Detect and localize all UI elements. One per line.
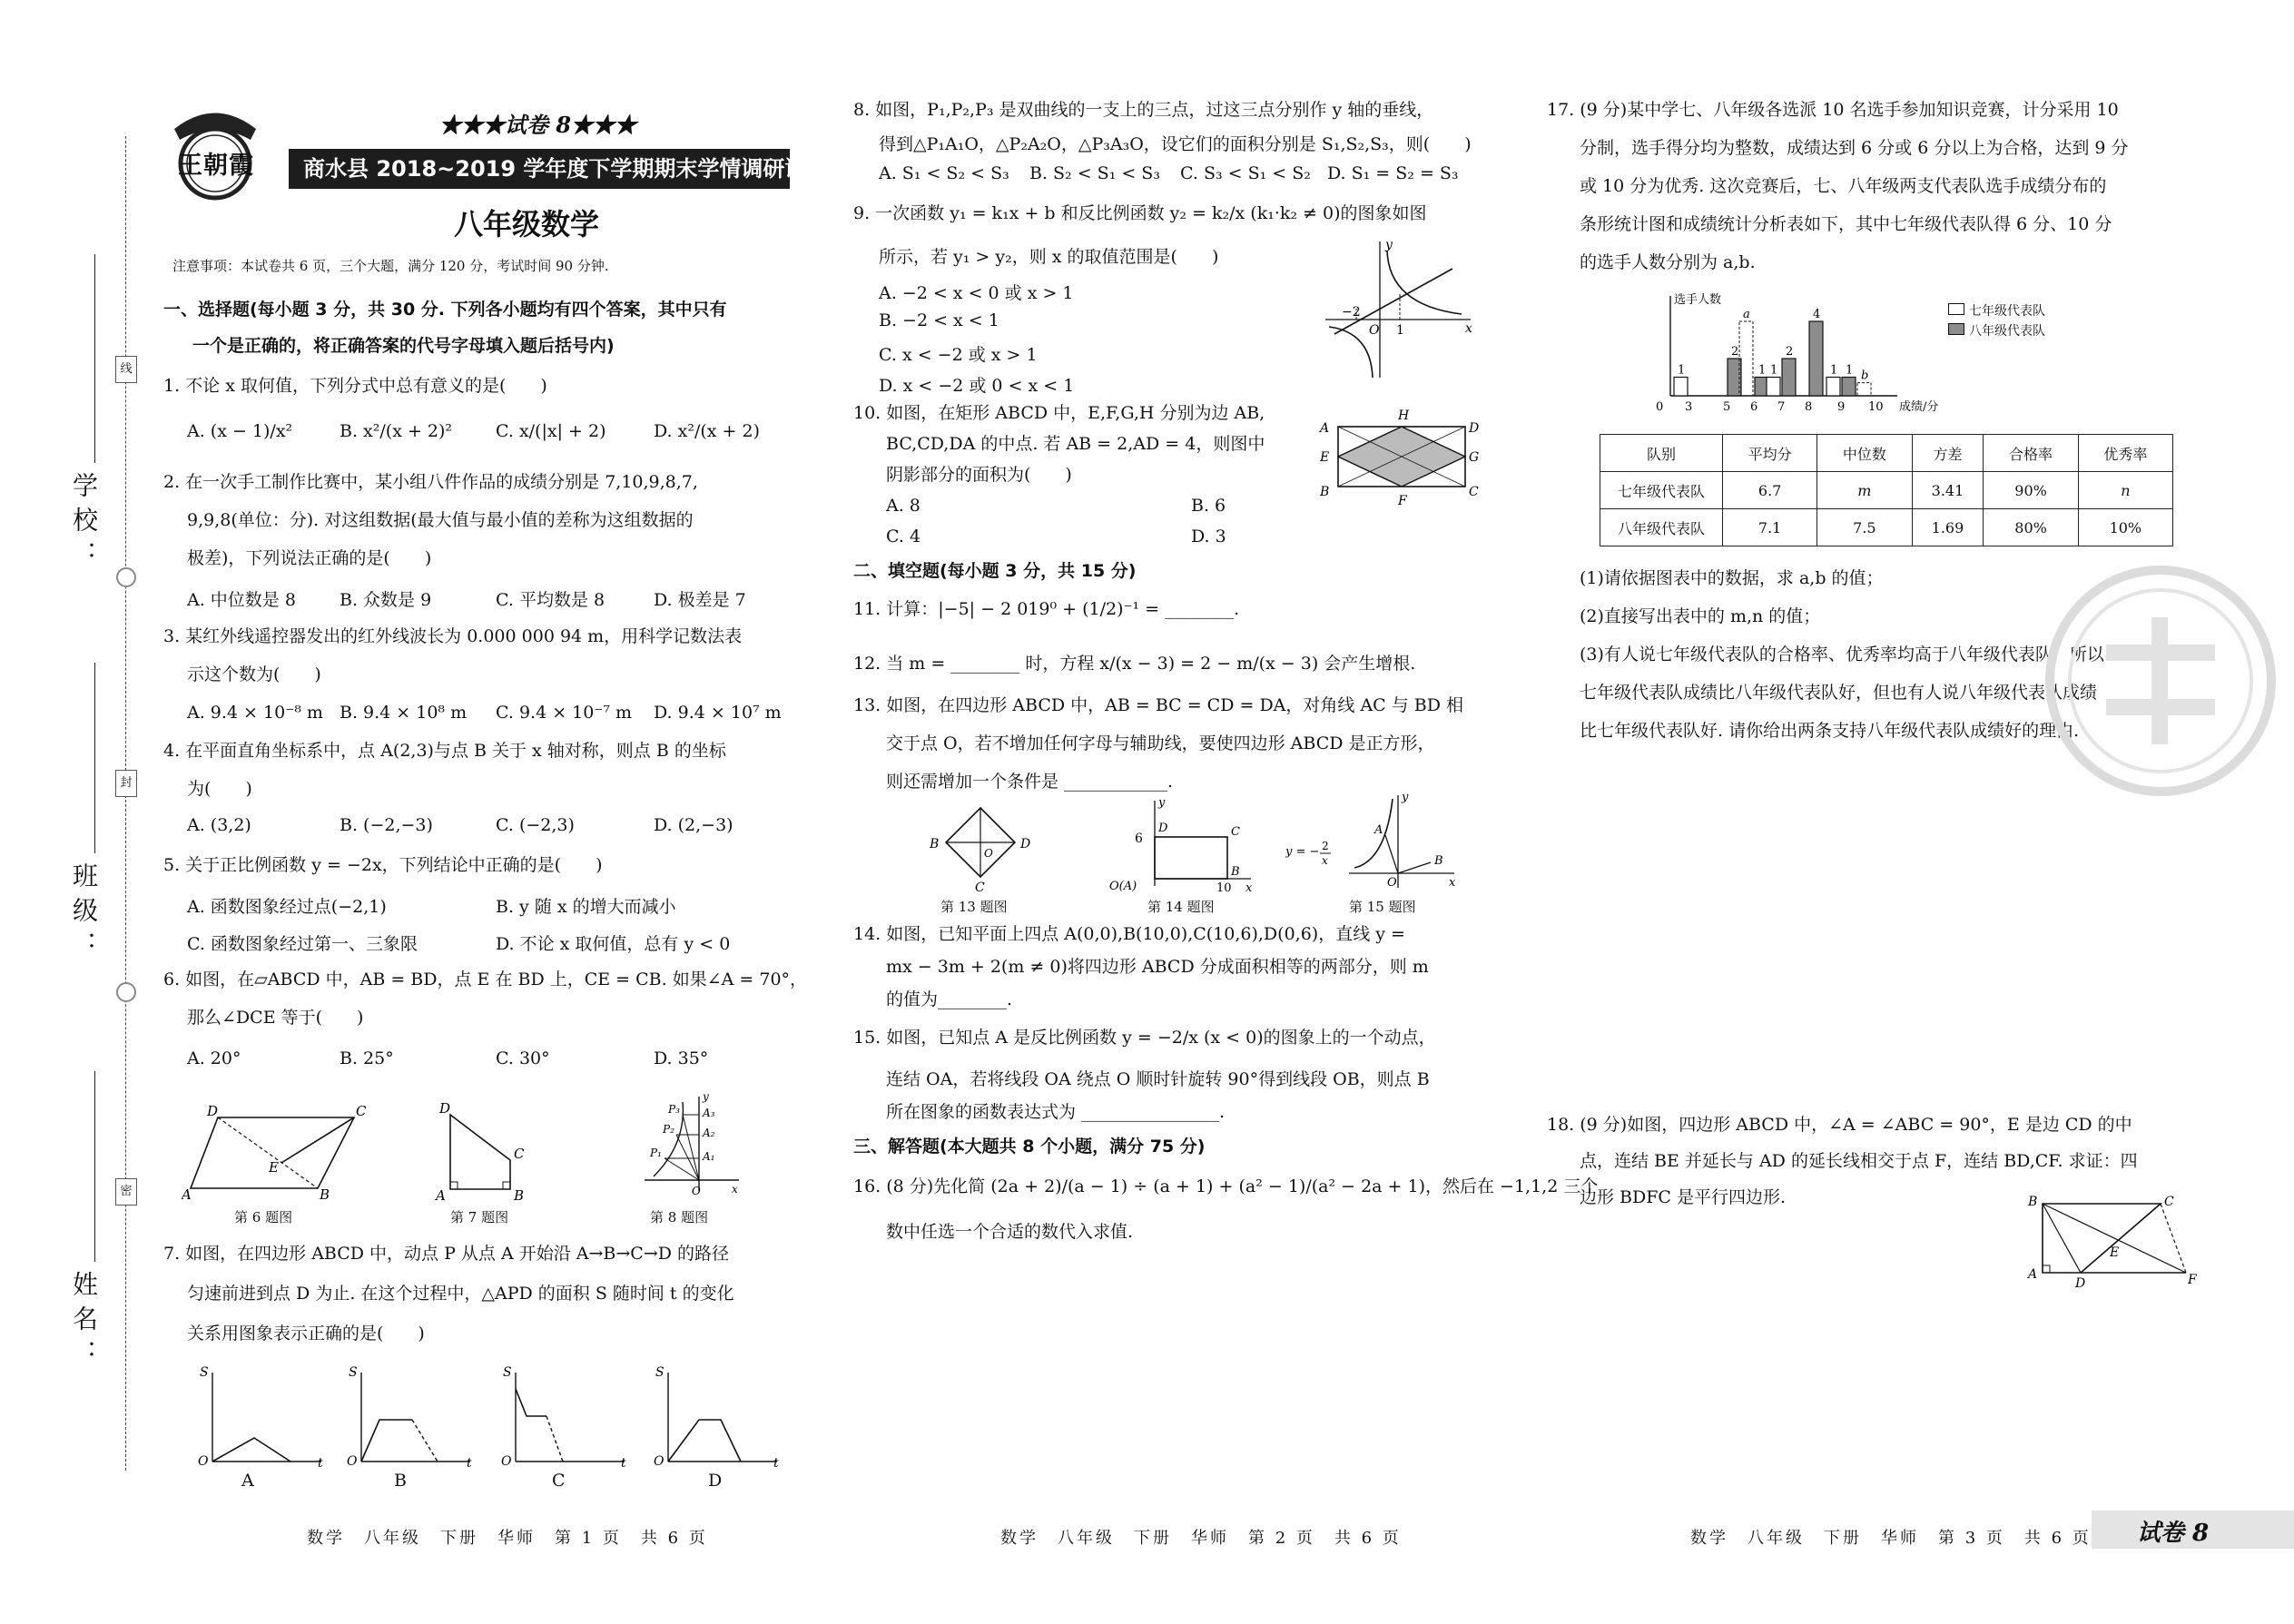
figure-13	[924, 801, 1042, 899]
q3-line2: 示这个数为( )	[187, 664, 321, 684]
q15-line2: 连结 OA，若将线段 OA 绕点 O 顺时针旋转 90°得到线段 OB，则点 B	[886, 1069, 1430, 1089]
q13-line3: 则还需增加一个条件是 ____________.	[886, 772, 1174, 792]
q17-part5: 比七年级代表队好. 请你给出两条支持八年级代表队成绩好的理由.	[1580, 721, 2080, 741]
name-label: 姓名：	[69, 1271, 99, 1374]
figure-7	[432, 1098, 541, 1204]
svg-text:y = −: y = −	[1285, 845, 1320, 859]
q6-line2: 那么∠DCE 等于( )	[187, 1008, 364, 1028]
chart-x-axis-label: 成绩/分	[1899, 400, 1939, 414]
figure-8	[626, 1089, 744, 1206]
school-underline[interactable]	[94, 254, 95, 463]
q7-line1: 7. 如图，在四边形 ABCD 中，动点 P 从点 A 开始沿 A→B→C→D 的路径	[163, 1244, 730, 1264]
q5-option-a[interactable]: A. 函数图象经过点(−2,1)	[187, 897, 387, 917]
svg-text:E: E	[1320, 450, 1330, 465]
svg-text:B: B	[1320, 485, 1330, 499]
q2-option-c[interactable]: C. 平均数是 8	[496, 590, 605, 610]
svg-text:t: t	[467, 1456, 472, 1471]
svg-text:F: F	[1398, 494, 1407, 508]
svg-text:S: S	[503, 1365, 512, 1380]
legend-swatch-grade8	[1948, 323, 1964, 335]
table-header-cell: 优秀率	[2078, 435, 2172, 472]
binding-tag-feng: 封	[115, 770, 137, 797]
q6-option-b[interactable]: B. 25°	[340, 1048, 394, 1068]
q2-line3: 极差)，下列说法正确的是( )	[187, 548, 432, 568]
figure-9	[1316, 232, 1480, 387]
stats-table	[1600, 434, 2173, 546]
q17-part1: (1)请依据图表中的数据，求 a,b 的值；	[1580, 568, 1884, 588]
footer-page-2: 数学 八年级 下册 华师 第 2 页 共 6 页	[1000, 1529, 1402, 1548]
q3-option-d[interactable]: D. 9.4 × 10⁷ m	[654, 703, 782, 723]
table-cell: 七年级代表队	[1600, 472, 1723, 509]
table-header-cell: 合格率	[1984, 435, 2078, 472]
svg-text:E: E	[2110, 1245, 2120, 1260]
q4-line2: 为( )	[187, 779, 252, 799]
q16-line2: 数中任选一个合适的数代入求值.	[886, 1222, 1134, 1242]
q9-option-c[interactable]: C. x < −2 或 x > 1	[879, 345, 1038, 365]
q4-option-d[interactable]: D. (2,−3)	[654, 815, 733, 835]
chart-bar-unknown-label: b	[1861, 369, 1869, 383]
figure-8-caption: 第 8 题图	[650, 1209, 709, 1225]
binding-tag-mi: 密	[115, 1178, 137, 1206]
section-1-heading-line2: 一个是正确的，将正确答案的代号字母填入题后括号内)	[192, 336, 615, 356]
chart-bar-value-label: 1	[1770, 363, 1778, 378]
svg-text:A: A	[182, 1186, 192, 1203]
chart-bar-grade8	[1809, 321, 1823, 396]
table-cell: n	[2078, 472, 2172, 509]
q9-option-d[interactable]: D. x < −2 或 0 < x < 1	[879, 376, 1075, 396]
exam-notice: 注意事项：本试卷共 6 页，三个大题，满分 120 分，考试时间 90 分钟.	[172, 258, 609, 274]
svg-text:6: 6	[1135, 832, 1143, 846]
q3-line1: 3. 某红外线遥控器发出的红外线波长为 0.000 000 94 m，用科学记数法表	[163, 626, 743, 646]
svg-text:D: D	[1158, 822, 1168, 835]
chart-x-tick-label: 8	[1805, 400, 1813, 414]
svg-text:O: O	[984, 847, 993, 860]
q2-option-d[interactable]: D. 极差是 7	[654, 590, 746, 610]
chart-bar-grade8	[1842, 378, 1856, 397]
svg-text:x: x	[1322, 854, 1328, 867]
q6-option-a[interactable]: A. 20°	[187, 1048, 241, 1068]
table-header-cell: 中位数	[1817, 435, 1912, 472]
chart-bar-unknown-label: a	[1743, 308, 1750, 321]
svg-text:B: B	[930, 837, 940, 851]
chart-bar-grade7-unknown	[1857, 383, 1871, 396]
svg-text:P₁: P₁	[650, 1147, 662, 1159]
svg-text:D: D	[1020, 837, 1031, 851]
q1-stem: 1. 不论 x 取何值，下列分式中总有意义的是( )	[163, 376, 547, 396]
q5-line1: 5. 关于正比例函数 y = −2x，下列结论中正确的是( )	[163, 855, 603, 875]
q11: 11. 计算：|−5| − 2 019⁰ + (1/2)⁻¹ = ________.	[853, 599, 1240, 619]
binding-hole-2	[116, 982, 136, 1002]
q18-line1: 18. (9 分)如图，四边形 ABCD 中，∠A = ∠ABC = 90°，E 是边 CD 的中	[1547, 1115, 2132, 1135]
q9-option-b[interactable]: B. −2 < x < 1	[879, 310, 999, 330]
chart-bar-value-label: 2	[1731, 345, 1739, 359]
chart-bar-value-label: 1	[1758, 363, 1767, 378]
svg-text:t: t	[621, 1456, 626, 1471]
q10-option-a[interactable]: A. 8	[886, 496, 921, 516]
exam-number: ★★★试卷 8★★★	[439, 112, 637, 138]
svg-text:P₃: P₃	[668, 1103, 680, 1116]
binding-hole-1	[116, 567, 136, 587]
svg-text:A: A	[436, 1187, 446, 1204]
footer-page-3: 数学 八年级 下册 华师 第 3 页 共 6 页	[1690, 1529, 2092, 1548]
chart-bar-value-label: 1	[1830, 363, 1838, 378]
q18-line3: 边形 BDFC 是平行四边形.	[1580, 1187, 1787, 1207]
q13-line2: 交于点 O，若不增加任何字母与辅助线，要使四边形 ABCD 是正方形，	[886, 733, 1435, 753]
chart-bar-value-label: 1	[1678, 363, 1686, 378]
svg-text:t: t	[773, 1456, 779, 1471]
section-2-heading: 二、填空题(每小题 3 分，共 15 分)	[853, 561, 1137, 581]
chart-x-tick-label: 5	[1723, 400, 1731, 414]
q16-line1: 16. (8 分)先化简 (2a + 2)/(a − 1) ÷ (a + 1) + (a² − 1)/(a² − 2a + 1)，然后在 −1,1,2 三个	[853, 1176, 1599, 1196]
svg-text:t: t	[318, 1456, 323, 1471]
q17-part4: 七年级代表队成绩比八年级代表队好，但也有人说八年级代表队成绩	[1580, 683, 2098, 703]
svg-text:O(A): O(A)	[1109, 880, 1137, 893]
svg-text:y: y	[1158, 796, 1166, 810]
svg-text:x: x	[1449, 876, 1456, 890]
q7-graph-c[interactable]	[494, 1362, 630, 1471]
svg-text:x: x	[1465, 321, 1472, 336]
svg-text:O: O	[501, 1454, 512, 1469]
q4-line1: 4. 在平面直角坐标系中，点 A(2,3)与点 B 关于 x 轴对称，则点 B 的坐标	[163, 741, 726, 761]
svg-text:D: D	[439, 1100, 451, 1117]
q7-line3: 关系用图象表示正确的是( )	[187, 1324, 425, 1343]
q4-option-b[interactable]: B. (−2,−3)	[340, 815, 433, 835]
svg-text:10: 10	[1216, 881, 1232, 895]
q14-line2: mx − 3m + 2(m ≠ 0)将四边形 ABCD 分成面积相等的两部分，则 m	[886, 957, 1429, 977]
q7-graph-b[interactable]	[340, 1362, 476, 1471]
q8-option-a[interactable]: A. S₁ < S₂ < S₃	[879, 163, 1009, 183]
figure-15	[1285, 790, 1458, 899]
q10-line2: BC,CD,DA 的中点. 若 AB = 2,AD = 4，则图中	[886, 434, 1265, 454]
q17-line3: 或 10 分为优秀. 这次竞赛后，七、八年级两支代表队选手成绩分布的	[1580, 176, 2107, 196]
q8-option-b[interactable]: B. S₂ < S₁ < S₃	[1029, 163, 1160, 183]
svg-text:x: x	[1245, 881, 1253, 895]
chart-x-tick-label: 7	[1777, 400, 1786, 414]
q8-option-d[interactable]: D. S₁ = S₂ = S₃	[1327, 163, 1459, 183]
svg-text:A₃: A₃	[703, 1107, 715, 1119]
q7-label-d: D	[708, 1471, 723, 1491]
q10-option-c[interactable]: C. 4	[886, 527, 921, 546]
q6-option-c[interactable]: C. 30°	[496, 1048, 550, 1068]
q14-line3: 的值为________.	[886, 989, 1013, 1009]
svg-text:2: 2	[1322, 840, 1329, 852]
svg-text:−2: −2	[1342, 305, 1361, 320]
q10-line1: 10. 如图，在矩形 ABCD 中，E,F,G,H 分别为边 AB,	[853, 403, 1265, 423]
school-label: 学校：	[69, 472, 99, 576]
svg-text:B: B	[320, 1186, 330, 1203]
q8-option-c[interactable]: C. S₃ < S₁ < S₂	[1180, 163, 1311, 183]
q4-option-c[interactable]: C. (−2,3)	[496, 815, 575, 835]
svg-text:A: A	[1374, 823, 1383, 837]
svg-text:A: A	[1320, 421, 1330, 436]
q12: 12. 当 m = ________ 时，方程 x/(x − 3) = 2 − m/(x − 3) 会产生增根.	[853, 654, 1416, 674]
figure-13-caption: 第 13 题图	[940, 899, 1008, 915]
chart-legend	[1948, 301, 2045, 341]
chart-bar-grade7	[1826, 378, 1840, 397]
table-cell: 90%	[1984, 472, 2078, 509]
svg-text:G: G	[1469, 450, 1480, 465]
table-cell: 6.7	[1723, 472, 1817, 509]
svg-text:B: B	[1231, 865, 1240, 879]
q1-option-a[interactable]: A. (x − 1)/x²	[187, 421, 293, 441]
svg-text:C: C	[2164, 1195, 2174, 1209]
q9-line2: 所示，若 y₁ > y₂，则 x 的取值范围是( )	[879, 247, 1219, 267]
figure-10	[1316, 401, 1489, 510]
svg-text:F: F	[2188, 1273, 2197, 1287]
svg-text:O: O	[198, 1454, 209, 1469]
svg-text:D: D	[207, 1103, 219, 1119]
q1-option-d[interactable]: D. x²/(x + 2)	[654, 421, 760, 441]
svg-text:O: O	[347, 1454, 358, 1469]
q5-option-b[interactable]: B. y 随 x 的增大而减小	[496, 897, 676, 917]
svg-text:B: B	[2028, 1195, 2038, 1209]
q7-graph-d[interactable]	[646, 1362, 783, 1471]
table-cell: 10%	[2078, 509, 2172, 546]
svg-text:S: S	[655, 1365, 665, 1380]
figure-15-caption: 第 15 题图	[1349, 899, 1416, 915]
q6-option-d[interactable]: D. 35°	[654, 1048, 709, 1068]
q17-line5: 的选手人数分别为 a,b.	[1580, 252, 1756, 272]
q18-line2: 点，连结 BE 并延长与 AD 的延长线相交于点 F，连结 BD,CF. 求证：四	[1580, 1151, 2138, 1171]
q10-line3: 阴影部分的面积为( )	[886, 465, 1072, 485]
svg-text:O: O	[692, 1185, 701, 1197]
table-cell: 1.69	[1912, 509, 1984, 546]
logo-text: 王朝霞	[178, 152, 254, 180]
svg-text:D: D	[1469, 421, 1480, 436]
q3-option-b[interactable]: B. 9.4 × 10⁸ m	[340, 703, 468, 723]
svg-text:B: B	[514, 1187, 525, 1204]
q6-line1: 6. 如图，在▱ABCD 中，AB = BD，点 E 在 BD 上，CE = CB. 如果∠A = 70°，	[163, 969, 808, 989]
svg-text:D: D	[2075, 1276, 2086, 1291]
name-underline[interactable]	[94, 1071, 95, 1262]
q9-line1: 9. 一次函数 y₁ = k₁x + b 和反比例函数 y₂ = k₂/x (k₁·k₂ ≠ 0)的图象如图	[853, 203, 1427, 223]
seal-watermark	[2043, 563, 2279, 799]
chart-bar-value-label: 2	[1786, 345, 1794, 359]
score-bar-chart	[1652, 289, 1997, 423]
svg-text:S: S	[200, 1365, 209, 1380]
chart-bar-value-label: 1	[1846, 363, 1854, 378]
chart-bar-value-label: 4	[1813, 308, 1821, 321]
exam-title: 商水县 2018~2019 学年度下学期期末学情调研试卷	[289, 149, 790, 189]
chart-y-axis-label: 选手人数	[1674, 293, 1722, 307]
q2-line1: 2. 在一次手工制作比赛中，某小组八件作品的成绩分别是 7,10,9,8,7,	[163, 472, 698, 492]
legend-label-grade7: 七年级代表队	[1969, 304, 2045, 319]
svg-text:E: E	[269, 1159, 279, 1176]
legend-swatch-grade7	[1948, 303, 1964, 315]
q14-line1: 14. 如图，已知平面上四点 A(0,0),B(10,0),C(10,6),D(0,6)，直线 y =	[853, 924, 1405, 944]
class-underline[interactable]	[94, 663, 95, 853]
q1-option-b[interactable]: B. x²/(x + 2)²	[340, 421, 453, 441]
footer-page-1: 数学 八年级 下册 华师 第 1 页 共 6 页	[307, 1529, 708, 1548]
legend-item-grade7	[1948, 301, 2045, 321]
svg-text:O: O	[654, 1454, 665, 1469]
svg-text:C: C	[514, 1146, 525, 1162]
legend-label-grade8: 八年级代表队	[1969, 324, 2045, 339]
chart-x-tick-label: 6	[1750, 400, 1758, 414]
chart-origin-label: 0	[1656, 400, 1664, 414]
q4-option-a[interactable]: A. (3,2)	[187, 815, 251, 835]
footer-badge-text: 试卷 8	[2137, 1520, 2210, 1547]
table-cell: 80%	[1984, 509, 2078, 546]
q2-option-a[interactable]: A. 中位数是 8	[187, 590, 296, 610]
svg-text:1: 1	[1396, 323, 1404, 338]
svg-text:C: C	[1469, 485, 1479, 499]
table-header-cell: 方差	[1912, 435, 1984, 472]
svg-text:y: y	[1402, 791, 1409, 804]
svg-text:A₂: A₂	[703, 1127, 715, 1139]
figure-6-caption: 第 6 题图	[234, 1209, 293, 1225]
q15-line3: 所在图象的函数表达式为 ________________.	[886, 1102, 1226, 1122]
table-row	[1600, 472, 2173, 509]
q10-option-d[interactable]: D. 3	[1191, 527, 1226, 546]
q17-part2: (2)直接写出表中的 m,n 的值；	[1580, 606, 1821, 626]
q13-line1: 13. 如图，在四边形 ABCD 中，AB = BC = CD = DA，对角线 AC 与 BD 相	[853, 695, 1464, 715]
figure-14-caption: 第 14 题图	[1147, 899, 1215, 915]
q10-option-b[interactable]: B. 6	[1191, 496, 1226, 516]
q5-option-d[interactable]: D. 不论 x 取何值，总有 y < 0	[496, 934, 731, 954]
chart-x-tick-label: 10	[1868, 400, 1884, 414]
q17-line4: 条形统计图和成绩统计分析表如下，其中七年级代表队得 6 分、10 分	[1580, 214, 2112, 234]
q7-graph-a[interactable]	[191, 1362, 327, 1471]
binding-tag-xian: 线	[115, 356, 137, 383]
table-cell: m	[1817, 472, 1912, 509]
q7-line2: 匀速前进到点 D 为止. 在这个过程中，△APD 的面积 S 随时间 t 的变化	[187, 1284, 734, 1304]
table-header-cell: 平均分	[1723, 435, 1817, 472]
svg-text:A₁: A₁	[703, 1150, 715, 1163]
section-3-heading: 三、解答题(本大题共 8 个小题，满分 75 分)	[853, 1137, 1206, 1156]
svg-text:S: S	[349, 1365, 358, 1380]
svg-text:B: B	[1434, 854, 1443, 868]
svg-text:y: y	[703, 1090, 709, 1103]
table-cell: 3.41	[1912, 472, 1984, 509]
svg-text:C: C	[1231, 825, 1240, 839]
q7-label-a: A	[241, 1471, 254, 1491]
chart-x-tick-label: 9	[1837, 400, 1846, 414]
figure-7-caption: 第 7 题图	[450, 1209, 509, 1225]
q3-option-c[interactable]: C. 9.4 × 10⁻⁷ m	[496, 703, 633, 723]
q2-line2: 9,9,8(单位：分). 对这组数据(最大值与最小值的差称为这组数据的	[187, 510, 694, 530]
q3-option-a[interactable]: A. 9.4 × 10⁻⁸ m	[187, 703, 323, 723]
figure-14	[1104, 795, 1258, 897]
q8-line1: 8. 如图，P₁,P₂,P₃ 是双曲线的一支上的三点，过这三点分别作 y 轴的垂线，	[853, 100, 1434, 120]
table-cell: 7.5	[1817, 509, 1912, 546]
chart-bar-grade8	[1782, 359, 1796, 396]
subject-title: 八年级数学	[454, 207, 600, 241]
chart-bar-grade7	[1767, 378, 1780, 397]
class-label: 班级：	[69, 862, 99, 966]
q8-line2: 得到△P₁A₁O，△P₂A₂O，△P₃A₃O，设它们的面积分别是 S₁,S₂,S₃，则( )	[879, 134, 1472, 154]
q9-option-a[interactable]: A. −2 < x < 0 或 x > 1	[879, 283, 1074, 303]
q15-line1: 15. 如图，已知点 A 是反比例函数 y = −2/x (x < 0)的图象上的一个动点，	[853, 1028, 1436, 1048]
svg-text:P₂: P₂	[663, 1123, 674, 1136]
figure-6	[182, 1103, 372, 1203]
q7-label-b: B	[394, 1471, 407, 1491]
svg-text:O: O	[1369, 323, 1380, 338]
chart-bar-grade7	[1674, 378, 1688, 397]
figure-18	[2015, 1191, 2197, 1291]
legend-item-grade8	[1948, 321, 2045, 341]
q17-line1: 17. (9 分)某中学七、八年级各选派 10 名选手参加知识竞赛，计分采用 10	[1547, 100, 2119, 120]
svg-text:C: C	[975, 881, 985, 895]
section-1-heading-line1: 一、选择题(每小题 3 分，共 30 分. 下列各小题均有四个答案，其中只有	[163, 300, 727, 320]
svg-text:y: y	[1385, 238, 1393, 252]
table-cell: 7.1	[1723, 509, 1817, 546]
stats-table-header	[1600, 435, 2173, 472]
table-cell: 八年级代表队	[1600, 509, 1723, 546]
chart-x-tick-label: 3	[1685, 400, 1693, 414]
svg-text:O: O	[1387, 876, 1397, 890]
q5-option-c[interactable]: C. 函数图象经过第一、三象限	[187, 934, 418, 954]
svg-text:A: A	[2028, 1267, 2038, 1282]
q7-label-c: C	[552, 1471, 566, 1491]
q2-option-b[interactable]: B. 众数是 9	[340, 590, 432, 610]
svg-text:C: C	[356, 1103, 367, 1119]
svg-text:x: x	[732, 1183, 738, 1196]
table-row	[1600, 509, 2173, 546]
table-header-cell: 队别	[1600, 435, 1723, 472]
q17-part3: (3)有人说七年级代表队的合格率、优秀率均高于八年级代表队，所以	[1580, 645, 2104, 664]
svg-text:H: H	[1398, 408, 1410, 423]
binding-line	[125, 136, 126, 1471]
q17-line2: 分制，选手得分均为整数，成绩达到 6 分或 6 分以上为合格，达到 9 分	[1580, 138, 2129, 158]
q1-option-c[interactable]: C. x/(|x| + 2)	[496, 421, 606, 441]
